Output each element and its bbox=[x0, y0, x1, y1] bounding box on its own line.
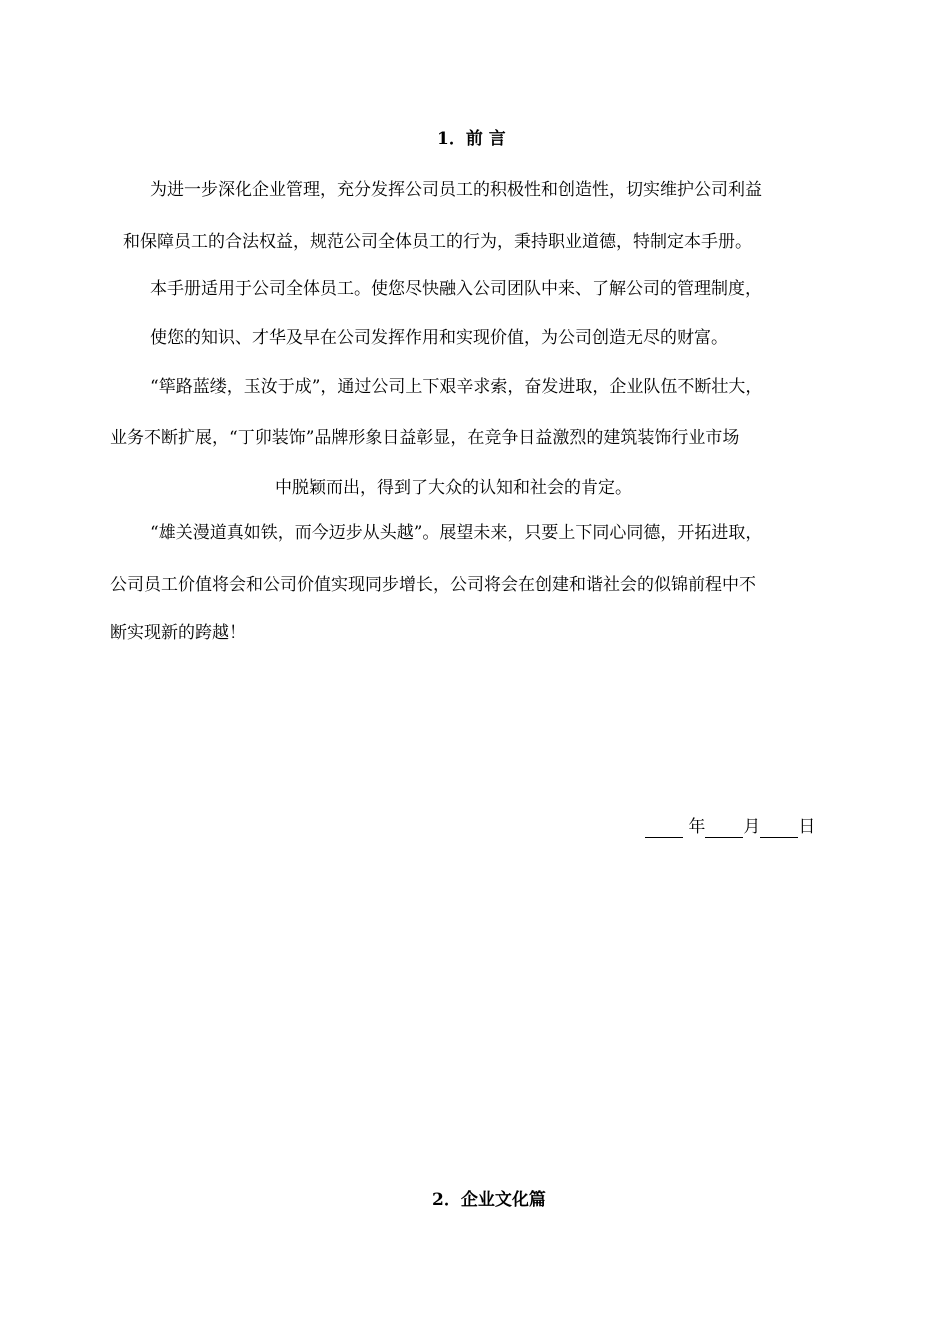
paragraph-1-line-1: 为进一步深化企业管理，充分发挥公司员工的积极性和创造性，切实维护公司利益 bbox=[150, 180, 762, 200]
paragraph-4-line-3: 断实现新的跨越！ bbox=[110, 623, 246, 643]
year-blank bbox=[645, 819, 683, 838]
day-blank bbox=[760, 819, 798, 838]
section-1-title: 1．前 言 bbox=[437, 129, 506, 149]
paragraph-3-line-3: 中脱颖而出，得到了大众的认知和社会的肯定。 bbox=[275, 478, 632, 498]
year-label: 年 bbox=[688, 817, 706, 837]
paragraph-2-line-1: 本手册适用于公司全体员工。使您尽快融入公司团队中来、了解公司的管理制度， bbox=[150, 279, 762, 299]
section-2-title: 2．企业文化篇 bbox=[432, 1190, 546, 1210]
paragraph-3-line-2: 业务不断扩展，“丁卯装饰”品牌形象日益彰显，在竞争日益激烈的建筑装饰行业市场 bbox=[110, 428, 740, 448]
date-signature-line bbox=[645, 816, 815, 838]
paragraph-3-line-1: “筚路蓝缕，玉汝于成”，通过公司上下艰辛求索，奋发进取，企业队伍不断壮大， bbox=[150, 377, 763, 397]
paragraph-1-line-2: 和保障员工的合法权益，规范公司全体员工的行为，秉持职业道德，特制定本手册。 bbox=[123, 232, 752, 252]
month-label: 月 bbox=[743, 817, 761, 837]
day-label: 日 bbox=[798, 817, 816, 837]
paragraph-2-line-2: 使您的知识、才华及早在公司发挥作用和实现价值，为公司创造无尽的财富。 bbox=[150, 328, 728, 348]
paragraph-4-line-1: “雄关漫道真如铁，而今迈步从头越”。展望未来，只要上下同心同德，开拓进取， bbox=[150, 523, 763, 543]
month-blank bbox=[705, 819, 743, 838]
paragraph-4-line-2: 公司员工价值将会和公司价值实现同步增长，公司将会在创建和谐社会的似锦前程中不 bbox=[110, 575, 756, 595]
